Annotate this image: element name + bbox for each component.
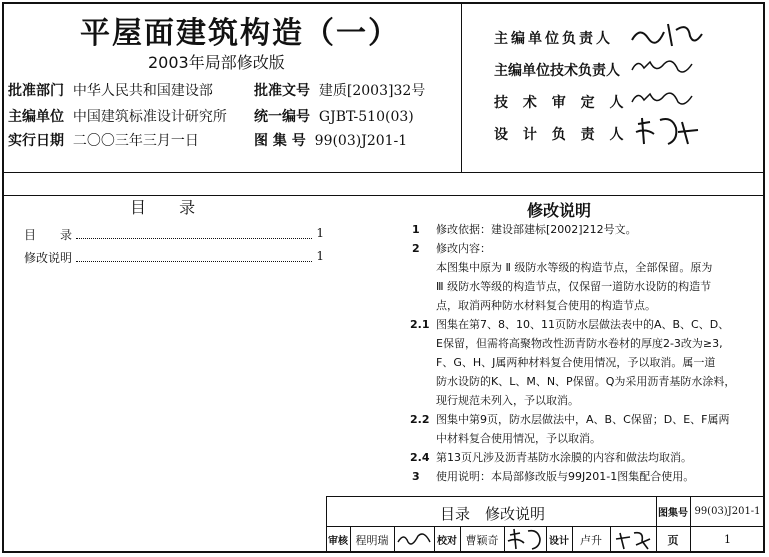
toc-leader <box>76 249 312 262</box>
toc-item <box>24 249 324 266</box>
revision-item-number: 2.2 <box>410 413 430 426</box>
effective-date-value: 二〇〇三年三月一日 <box>72 133 199 149</box>
revision-line: 中材料复合使用情况，予以取消。 <box>436 432 601 445</box>
toc-leader <box>76 226 312 239</box>
unified-number-value: GJBT-510(03) <box>318 109 414 125</box>
revision-line: 第13页凡涉及沥青基防水涂膜的内容和做法均取消。 <box>436 451 692 464</box>
drawing-title: 平屋面建筑构造（一） <box>80 16 400 51</box>
toc-item-label: 修改说明 <box>24 251 73 265</box>
toc-item-page: 1 <box>316 249 324 263</box>
checker-label: 校对 <box>437 536 457 547</box>
revision-line: 修改内容： <box>436 242 491 255</box>
atlas-number-value: 99(03)J201-1 <box>314 133 408 149</box>
approval-dept-row <box>8 80 213 100</box>
atlas-value: 99(03)J201-1 <box>694 505 761 517</box>
atlas-number-row <box>254 130 407 150</box>
effective-date-row <box>8 130 199 150</box>
header-vertical-divider <box>461 2 462 172</box>
cell-divider <box>504 526 505 553</box>
revision-item-number: 2 <box>412 242 420 255</box>
reviewer-label: 审核 <box>328 536 348 547</box>
section-divider <box>2 195 765 196</box>
toc-title: 目 录 <box>130 198 210 217</box>
revision-line: 图集中第9页，防水层做法中，A、B、C保留；D、E、F属两 <box>436 413 730 426</box>
page-value: 1 <box>724 533 731 546</box>
signature-1 <box>628 18 708 52</box>
revision-line: E保留，但需将高聚物改性沥青防水卷材的厚度2-3改为≥3, <box>436 337 723 350</box>
drawing-subtitle: 2003年局部修改版 <box>148 53 285 72</box>
cell-divider <box>610 526 611 553</box>
designer-name: 卢升 <box>580 533 602 547</box>
chief-unit-row <box>8 106 227 126</box>
toc-item <box>24 226 324 243</box>
approval-doc-value: 建质[2003]32号 <box>318 83 426 99</box>
title-block-name: 目录 修改说明 <box>440 505 546 523</box>
revision-line: 防水设防的K、L、M、N、P保留。Q为采用沥青基防水涂料， <box>436 375 736 388</box>
revision-line: 点，取消两种防水材料复合使用的构造节点。 <box>436 299 656 312</box>
revision-line: 修改依据：建设部建标[2002]212号文。 <box>436 223 637 236</box>
toc-item-label: 目 录 <box>24 228 73 242</box>
signature-3 <box>628 86 698 112</box>
revision-title: 修改说明 <box>527 201 592 220</box>
approval-dept-value: 中华人民共和国建设部 <box>72 83 213 99</box>
unified-number-label: 统一编号 <box>254 109 310 125</box>
signature-4 <box>632 114 702 150</box>
tech-reviewer-label: 技 术 审 定 人 <box>494 95 629 111</box>
atlas-number-label: 图 集 号 <box>254 133 306 149</box>
revision-item-number: 1 <box>412 223 420 236</box>
revision-line: Ⅲ 级防水等级的构造节点，仅保留一道防水设防的构造节 <box>436 280 712 293</box>
reviewer-name: 程明瑞 <box>355 533 389 547</box>
revision-line: 本图集中原为 Ⅱ 级防水等级的构造节点，全部保留。原为 <box>436 261 713 274</box>
revision-line: 现行规范未列入，予以取消。 <box>436 394 579 407</box>
page-label: 页 <box>667 533 679 547</box>
toc-item-page: 1 <box>316 226 324 240</box>
chief-unit-head-label: 主编单位负责人 <box>494 31 613 47</box>
chief-tech-head-label: 主编单位技术负责人 <box>494 63 620 79</box>
revision-line: 图集在第7、8、10、11页防水层做法表中的A、B、C、D、 <box>436 318 730 331</box>
chief-unit-label: 主编单位 <box>8 109 64 125</box>
unified-number-row <box>254 106 414 126</box>
approval-doc-row <box>254 80 425 100</box>
revision-line: 使用说明：本局部修改版与99J201-1图集配合使用。 <box>436 470 695 483</box>
design-lead-label: 设 计 负 责 人 <box>494 127 629 143</box>
revision-item-number: 2.4 <box>410 451 430 464</box>
designer-signature <box>614 527 654 553</box>
cell-divider <box>394 526 395 553</box>
effective-date-label: 实行日期 <box>8 133 64 149</box>
approval-dept-label: 批准部门 <box>8 83 64 99</box>
approval-doc-label: 批准文号 <box>254 83 310 99</box>
revision-item-number: 2.1 <box>410 318 430 331</box>
checker-signature <box>506 527 546 551</box>
revision-line: F、G、H、J属两种材料复合使用情况，予以取消。属一道 <box>436 356 716 369</box>
atlas-label: 图集号 <box>658 507 688 519</box>
revision-item-number: 3 <box>412 470 420 483</box>
reviewer-signature <box>396 528 432 550</box>
signature-2 <box>628 54 698 80</box>
chief-unit-value: 中国建筑标准设计研究所 <box>72 109 227 125</box>
checker-name: 曹颖奇 <box>465 533 499 547</box>
designer-label: 设计 <box>549 536 569 547</box>
header-divider <box>2 172 765 173</box>
